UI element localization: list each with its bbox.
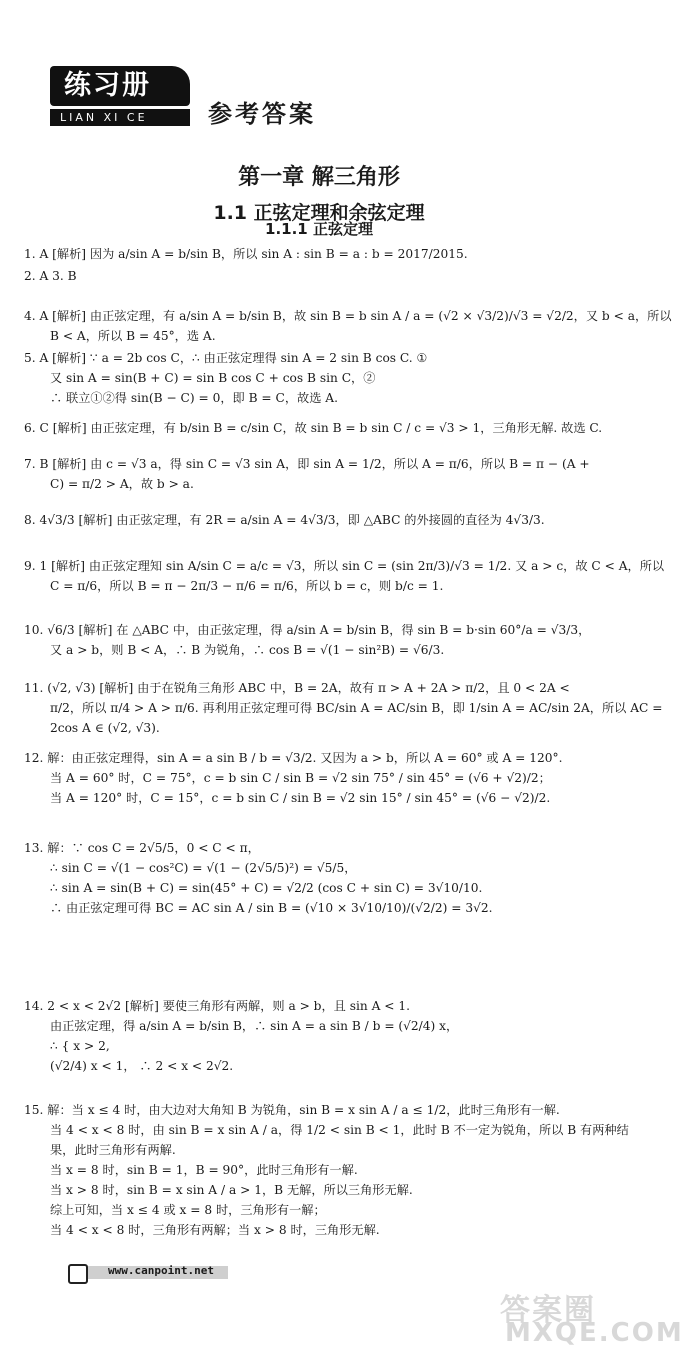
logo-subtext: LIAN XI CE <box>50 109 190 126</box>
answer-5: 5. A [解析] ∵ a = 2b cos C，∴ 由正弦定理得 sin A = 2 sin B cos C. ① 又 sin A = sin(B + C) = sin B cos C + cos B sin C，② ∴ 联立①②得 sin(B − C) = 0，即 B = C，故选 A. <box>24 351 428 405</box>
footer-url: www.canpoint.net <box>108 1264 214 1277</box>
answer-1: 1. A [解析] 因为 a/sin A = b/sin B，所以 sin A : sin B = a : b = 2017/2015. <box>24 247 468 261</box>
answer-8: 8. 4√3/3 [解析] 由正弦定理，有 2R = a/sin A = 4√3/3，即 △ABC 的外接圆的直径为 4√3/3. <box>24 513 545 527</box>
answer-6: 6. C [解析] 由正弦定理，有 b/sin B = c/sin C，故 sin B = b sin C / c = √3 > 1，三角形无解. 故选 C. <box>24 421 603 435</box>
answer-14: 14. 2 < x < 2√2 [解析] 要使三角形有两解，则 a > b，且 sin A < 1. 由正弦定理，得 a/sin A = b/sin B，∴ sin A = a sin B / b = (√2/4) x， ∴ { x > 2, (√2/4) x < 1， ∴ 2 < x < 2√2. <box>24 999 459 1073</box>
answer-12: 12. 解：由正弦定理得，sin A = a sin B / b = √3/2. 又因为 a > b，所以 A = 60° 或 A = 120°. 当 A = 60° 时，C = 75°，c = b sin C / sin B = √2 sin 75° / sin 45° = (√6 + √2)/2； 当 A = 120° 时，C = 15°，c = b sin C / sin B = √2 sin 15° / sin 45° = (√6 − √2)/2. <box>24 751 563 805</box>
answer-10: 10. √6/3 [解析] 在 △ABC 中，由正弦定理，得 a/sin A = b/sin B，得 sin B = b·sin 60°/a = √3/3， 又 a > b，则 B < A，∴ B 为锐角，∴ cos B = √(1 − sin²B) = √6/3. <box>24 623 591 657</box>
page-title: 参考答案 <box>208 100 316 128</box>
logo <box>50 66 195 128</box>
section-title: 1.1 正弦定理和余弦定理 <box>213 202 425 224</box>
answer-11: 11. (√2, √3) [解析] 由于在锐角三角形 ABC 中，B = 2A，故有 π > A + 2A > π/2，且 0 < 2A < π/2，所以 π/4 > A > π/6. 再利用正弦定理可得 BC/sin A = AC/sin B，即 1/sin A = AC/sin 2A，所以 AC = 2cos A ∈ (√2, √3). <box>24 681 663 735</box>
answer-15: 15. 解：当 x ≤ 4 时，由大边对大角知 B 为锐角，sin B = x sin A / a ≤ 1/2，此时三角形有一解. 当 4 < x < 8 时，由 sin B = x sin A / a，得 1/2 < sin B < 1，此时 B 不一定为锐角，所以 B 有两种结 果，此时三角形有两解. 当 x = 8 时，sin B = 1，B = 90°，此时三角形有一解. 当 x > 8 时，sin B = x sin A / a > 1，B 无解，所以三角形无解. 综上可知，当 x ≤ 4 或 x = 8 时，三角形有一解； 当 4 < x < 8 时，三角形有两解；当 x > 8 时，三角形无解. <box>24 1103 629 1237</box>
logo-text: 练习册 <box>50 66 190 106</box>
answer-4: 4. A [解析] 由正弦定理，有 a/sin A = b/sin B，故 sin B = b sin A / a = (√2 × √3/2)/√3 = √2/2，又 b < a，所以 B < A，所以 B = 45°，选 A. <box>24 309 672 343</box>
chapter-title: 第一章 解三角形 <box>238 165 400 190</box>
book-icon <box>68 1264 88 1284</box>
answer-7: 7. B [解析] 由 c = √3 a，得 sin C = √3 sin A，即 sin A = 1/2，所以 A = π/6，所以 B = π − (A + C) = π/2 > A，故 b > a. <box>24 457 590 491</box>
answer-13: 13. 解：∵ cos C = 2√5/5，0 < C < π， ∴ sin C = √(1 − cos²C) = √(1 − (2√5/5)²) = √5/5， ∴ sin A = sin(B + C) = sin(45° + C) = √2/2 (cos C + sin C) = 3√10/10. ∴ 由正弦定理可得 BC = AC sin A / sin B = (√10 × 3√10/10)/(√2/2) = 3√2. <box>24 841 493 915</box>
answer-2-3: 2. A 3. B <box>24 269 77 283</box>
watermark-logo: 答案圈 <box>500 1293 596 1328</box>
answer-9: 9. 1 [解析] 由正弦定理知 sin A/sin C = a/c = √3，所以 sin C = (sin 2π/3)/√3 = 1/2. 又 a > c，故 C < A，所以 C = π/6，所以 B = π − 2π/3 − π/6 = π/6，所以 b = c，则 b/c = 1. <box>24 559 665 593</box>
watermark-domain: MXQE.COM <box>505 1318 684 1348</box>
subsection-title: 1.1.1 正弦定理 <box>265 220 373 238</box>
